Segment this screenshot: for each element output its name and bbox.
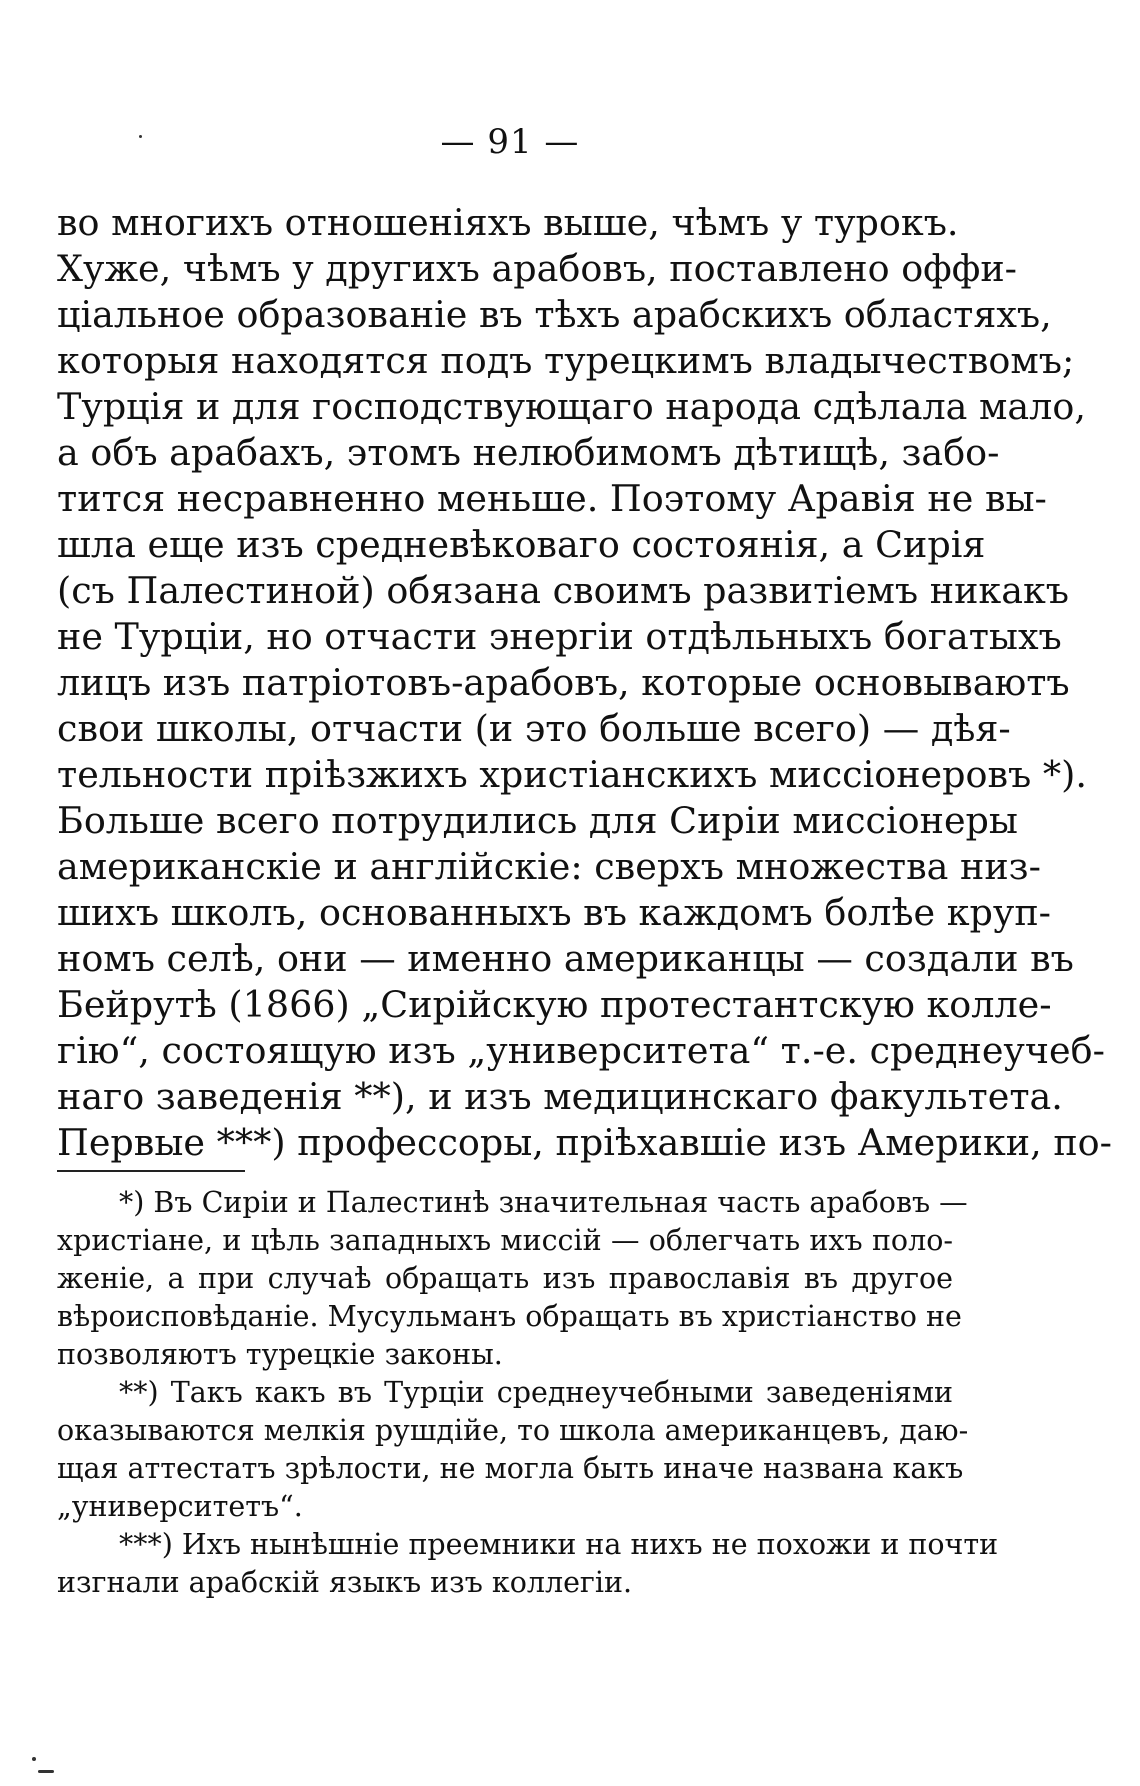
footnote-line: женіе, а при случаѣ обращать изъ православія въ другое (57, 1262, 953, 1295)
text-line: Первые ***) профессоры, пріѣхавшіе изъ Америки, по- (57, 1121, 1112, 1164)
print-speck (139, 135, 142, 138)
page-number: — 91 — (440, 122, 580, 162)
text-line: тится несравненно меньше. Поэтому Аравія не вы- (57, 477, 1047, 520)
text-line: лицъ изъ патріотовъ-арабовъ, которые основываютъ (57, 661, 1070, 704)
text-line: шла еще изъ средневѣковаго состоянія, а Сирія (57, 523, 986, 566)
footnote-line: „университетъ“. (57, 1490, 303, 1523)
footnote-line: оказываются мелкія рушдійе, то школа американцевъ, даю- (57, 1414, 969, 1447)
footnote-line: *) Въ Сиріи и Палестинѣ значительная часть арабовъ — (119, 1186, 968, 1219)
footnote-line: **) Такъ какъ въ Турціи среднеучебными заведеніями (119, 1376, 953, 1409)
text-line: американскіе и англійскіе: сверхъ множества низ- (57, 845, 1041, 888)
text-line: которыя находятся подъ турецкимъ владычествомъ; (57, 339, 1075, 382)
print-speck (38, 1770, 54, 1773)
footnote-3 (57, 1526, 999, 1602)
footnote-line: ***) Ихъ нынѣшніе преемники на нихъ не похожи и почти (119, 1528, 999, 1561)
footnote-line: вѣроисповѣданіе. Мусульманъ обращать въ христіанство не (57, 1300, 962, 1333)
text-line: гію“, состоящую изъ „университета“ т.-е. среднеучеб- (57, 1029, 1105, 1072)
footnote-line: щая аттестатъ зрѣлости, не могла быть иначе названа какъ (57, 1452, 964, 1485)
text-line: наго заведенія **), и изъ медицинскаго факультета. (57, 1075, 1063, 1118)
text-line: во многихъ отношеніяхъ выше, чѣмъ у турокъ. (57, 201, 959, 244)
text-line: ціальное образованіе въ тѣхъ арабскихъ областяхъ, (57, 293, 1052, 336)
text-line: (съ Палестиной) обязана своимъ развитіемъ никакъ (57, 569, 1070, 612)
text-line: Хуже, чѣмъ у другихъ арабовъ, поставлено оффи- (57, 247, 1017, 290)
text-line: Больше всего потрудились для Сиріи миссіонеры (57, 799, 1018, 842)
footnote-2 (57, 1374, 969, 1526)
footnote-1 (57, 1184, 968, 1374)
footnote-separator (57, 1170, 245, 1172)
text-line: номъ селѣ, они — именно американцы — создали въ (57, 937, 1074, 980)
text-line: Бейрутѣ (1866) „Сирійскую протестантскую колле- (57, 983, 1052, 1026)
main-text (57, 200, 1112, 1166)
text-line: а объ арабахъ, этомъ нелюбимомъ дѣтищѣ, забо- (57, 431, 1000, 474)
text-line: не Турціи, но отчасти энергіи отдѣльныхъ богатыхъ (57, 615, 1062, 658)
print-speck (32, 1757, 36, 1761)
text-line: шихъ школъ, основанныхъ въ каждомъ болѣе круп- (57, 891, 1052, 934)
footnote-line: позволяютъ турецкіе законы. (57, 1338, 503, 1371)
footnote-line: христіане, и цѣль западныхъ миссій — облегчать ихъ поло- (57, 1224, 953, 1257)
text-line: тельности пріѣзжихъ христіанскихъ миссіонеровъ *). (57, 753, 1087, 796)
text-line: свои школы, отчасти (и это больше всего) — дѣя- (57, 707, 1011, 750)
footnote-line: изгнали арабскій языкъ изъ коллегіи. (57, 1566, 633, 1599)
text-line: Турція и для господствующаго народа сдѣлала мало, (57, 385, 1086, 428)
footnotes (57, 1184, 999, 1602)
